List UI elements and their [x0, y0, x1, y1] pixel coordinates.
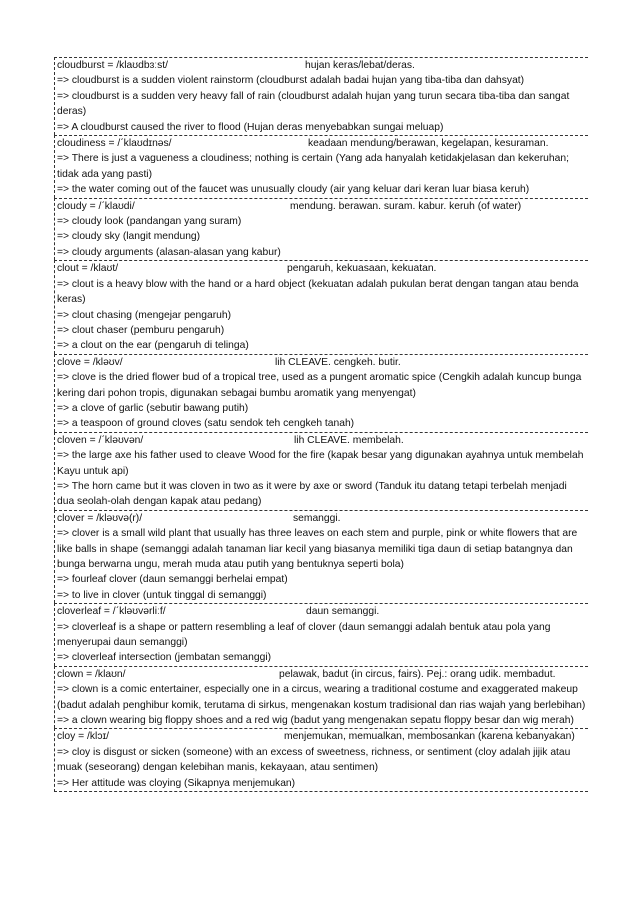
entry-cloverleaf — [54, 603, 588, 666]
entry-cloudy — [54, 198, 588, 261]
entry-line: => cloudy look (pandangan yang suram) — [57, 216, 242, 228]
entry-line: => There is just a vagueness a cloudiness; nothing is certain (Yang ada hanyalah ketidakjelasan dan kekeruhan; tidak ada yang pasti) — [57, 153, 569, 180]
entry-meaning: daun semanggi. — [306, 606, 380, 618]
entry-meaning: pelawak, badut (in circus, fairs). Pej.: orang udik. membadut. — [279, 668, 556, 680]
entry-word: clover = /kləʊvə(r)/ — [57, 512, 143, 524]
entry-head — [57, 58, 586, 73]
entry-cloudburst — [54, 57, 588, 135]
entry-meaning: keadaan mendung/berawan, kegelapan, kesuraman. — [308, 138, 549, 150]
entry-line: => clout chaser (pemburu pengaruh) — [57, 324, 225, 336]
entry-line: => a clout on the ear (pengaruh di telinga) — [57, 340, 249, 352]
entry-line: => The horn came but it was cloven in two as it were by axe or sword (Tanduk itu datang tetapi terbelah menjadi dua seolah-olah dengan kapak atau pedang) — [57, 480, 567, 508]
entry-head — [57, 729, 586, 744]
entry-line: => a clown wearing big floppy shoes and a red wig (badut yang mengenakan sepatu floppy besar dan wig merah) — [57, 715, 574, 727]
entry-meaning: pengaruh, kekuasaan, kekuatan. — [287, 263, 437, 275]
entry-clove — [54, 354, 588, 432]
entry-meaning: lih CLEAVE. cengkeh. butir. — [275, 356, 401, 368]
entry-meaning: lih CLEAVE. membelah. — [294, 434, 404, 446]
entry-line: => a clove of garlic (sebutir bawang putih) — [57, 402, 249, 414]
entry-head — [57, 604, 586, 619]
entry-meaning: menjemukan, memualkan, membosankan (karena kebanyakan) — [284, 731, 575, 743]
entry-line: => cloudy sky (langit mendung) — [57, 231, 201, 243]
entry-word: clout = /klaʊt/ — [57, 263, 119, 275]
entry-clown — [54, 666, 588, 729]
entry-word: cloudburst = /klaʊdbɜːst/ — [57, 60, 169, 71]
entry-meaning: semanggi. — [293, 512, 341, 524]
entry-line: => cloverleaf intersection (jembatan semanggi) — [57, 652, 272, 664]
entry-line: => fourleaf clover (daun semanggi berhelai empat) — [57, 574, 288, 586]
entry-head — [57, 199, 586, 214]
entry-line: => cloy is disgust or sicken (someone) with an excess of sweetness, richness, or sentiment (cloy adalah jijik atau muak (seseorang) dengan kelebihan manis, kekayaan, atau sentimen) — [57, 746, 571, 774]
entry-line: => cloudburst is a sudden violent rainstorm (cloudburst adalah badai hujan yang tiba-tiba dan dahsyat) — [57, 75, 525, 87]
entry-word: cloudy = /ˊklaʊdi/ — [57, 200, 135, 212]
entry-line: => cloudburst is a sudden very heavy fall of rain (cloudburst adalah hujan yang turun secara tiba-tiba dan sangat deras) — [57, 90, 570, 118]
entry-line: => A cloudburst caused the river to flood (Hujan deras menyebabkan sungai meluap) — [57, 121, 444, 133]
entry-head — [57, 667, 586, 682]
entry-head — [57, 136, 586, 151]
entry-clover — [54, 510, 588, 603]
entry-head — [57, 261, 586, 276]
entry-meaning: mendung. berawan. suram. kabur. keruh (of water) — [290, 200, 522, 212]
entry-line: => the large axe his father used to cleave Wood for the fire (kapak besar yang digunakan ayahnya untuk membelah Kayu untuk api) — [57, 450, 584, 477]
entry-word: cloy = /klɔɪ/ — [57, 731, 110, 743]
dictionary-page — [54, 57, 588, 792]
entry-word: clove = /kləʊv/ — [57, 356, 123, 368]
entry-head — [57, 355, 586, 370]
entry-line: => the water coming out of the faucet was unusually cloudy (air yang keluar dari keran luar biasa keruh) — [57, 184, 530, 196]
entry-cloven — [54, 432, 588, 510]
entry-line: => clown is a comic entertainer, especially one in a circus, wearing a traditional costume and exaggerated makeup (badut adalah penghibur komik, terutama di sirkus, mengenakan kostum tradisional dan rias wajah yang berlebihan) — [57, 684, 586, 711]
entry-word: cloverleaf = /ˊkləʊvərliːf/ — [57, 606, 166, 618]
entry-line: => clove is the dried flower bud of a tropical tree, used as a pungent aromatic spice (Cengkih adalah kuncup bunga kering dari pohon tropis, digunakan sebagai bumbu aromatik yang menyengat) — [57, 372, 582, 399]
entry-word: cloven = /ˊkləʊvən/ — [57, 434, 144, 446]
entry-line: => cloverleaf is a shape or pattern resembling a leaf of clover (daun semanggi adalah bentuk atau pola yang menyerupai daun semanggi) — [57, 621, 551, 649]
entry-line: => to live in clover (untuk tinggal di semanggi) — [57, 589, 267, 601]
entry-word: clown = /klaʊn/ — [57, 668, 126, 680]
entry-line: => Her attitude was cloying (Sikapnya menjemukan) — [57, 777, 296, 789]
entry-cloudiness — [54, 135, 588, 198]
entry-line: => clout is a heavy blow with the hand or a hard object (kekuatan adalah pukulan berat dengan tangan atau benda keras) — [57, 278, 579, 306]
entry-head — [57, 511, 586, 526]
entry-cloy — [54, 728, 588, 792]
entry-head — [57, 433, 586, 448]
entry-line: => clout chasing (mengejar pengaruh) — [57, 309, 232, 321]
entry-meaning: hujan keras/lebat/deras. — [305, 60, 415, 71]
entry-clout — [54, 260, 588, 353]
entry-word: cloudiness = /ˊklaʊdɪnəs/ — [57, 138, 172, 150]
entry-line: => clover is a small wild plant that usually has three leaves on each stem and purple, pink or white flowers that are like balls in shape (semanggi adalah tanaman liar kecil yang biasanya memiliki tiga daun di setiap batangnya dan bunga berwarna ungu, merah muda atau putih yang bentuknya seperti bola) — [57, 528, 578, 570]
entry-line: => cloudy arguments (alasan-alasan yang kabur) — [57, 246, 281, 258]
entry-line: => a teaspoon of ground cloves (satu sendok teh cengkeh tanah) — [57, 418, 355, 430]
